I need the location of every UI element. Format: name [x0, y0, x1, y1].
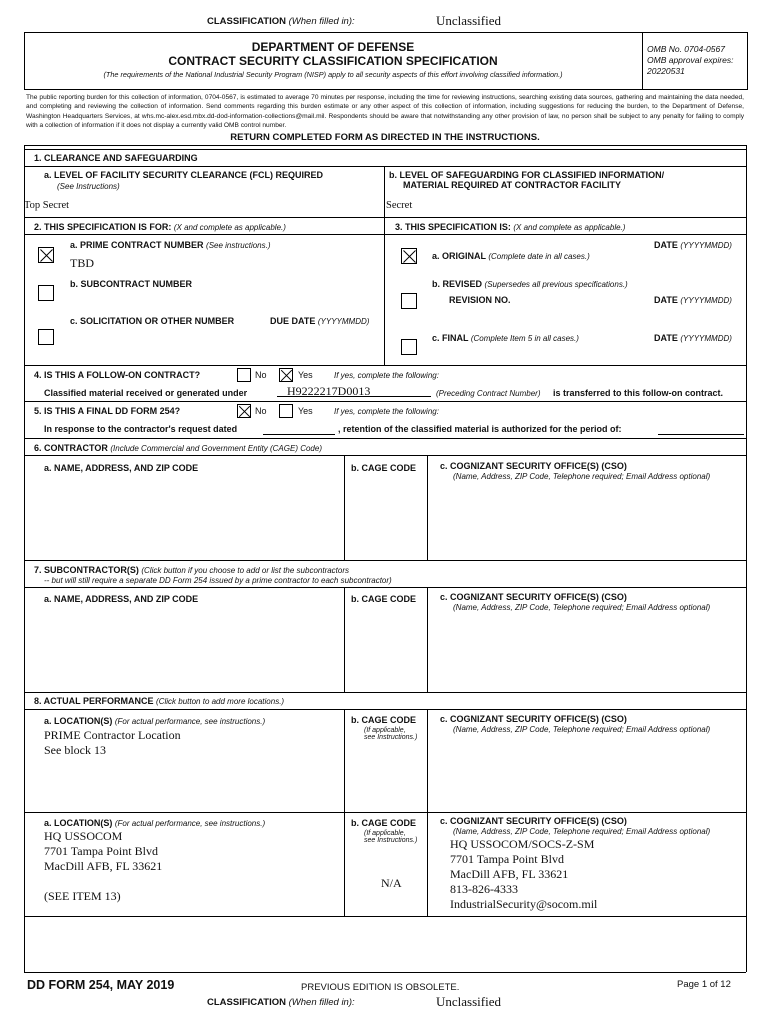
solicitation-checkbox[interactable]: [38, 329, 54, 345]
location-2-cage-label: b. CAGE CODE: [351, 818, 417, 828]
followon-line-label: Classified material received or generated under: [44, 388, 248, 398]
top-classification-label: CLASSIFICATION (When filled in):: [207, 16, 355, 27]
revised-checkbox[interactable]: [401, 293, 417, 309]
omb-info: OMB No. 0704-0567 OMB approval expires: 20220531: [647, 44, 734, 76]
section-7-title: 7. SUBCONTRACTOR(S) (Click button if you choose to add or list the subcontractors: [34, 565, 350, 575]
contractor-cso-note: (Name, Address, ZIP Code, Telephone required; Email Address optional): [453, 472, 711, 481]
section-7-note: -- but will still require a separate DD Form 254 issued by a prime contractor to each subcontractor): [44, 576, 392, 585]
section-4-title: 4. IS THIS A FOLLOW-ON CONTRACT?: [34, 370, 201, 380]
previous-edition: PREVIOUS EDITION IS OBSOLETE.: [301, 982, 460, 993]
bottom-classification-value: Unclassified: [436, 994, 501, 1009]
revision-no-label: REVISION NO.: [449, 295, 511, 305]
location-1-cso-label: c. COGNIZANT SECURITY OFFICE(S) (CSO): [440, 714, 627, 724]
form-title: CONTRACT SECURITY CLASSIFICATION SPECIFICATION: [168, 54, 498, 68]
section-6-title: 6. CONTRACTOR (Include Commercial and Government Entity (CAGE) Code): [34, 443, 322, 453]
location-2-cso-label: c. COGNIZANT SECURITY OFFICE(S) (CSO): [440, 816, 627, 826]
safeguarding-value[interactable]: Secret: [386, 200, 413, 211]
location-1-cso-note: (Name, Address, ZIP Code, Telephone required; Email Address optional): [453, 725, 711, 734]
revised-label: b. REVISED (Supersedes all previous specifications.): [432, 279, 628, 289]
followon-no-label: No: [255, 370, 267, 380]
location-1-cage-label: b. CAGE CODE: [351, 715, 417, 725]
return-instruction: RETURN COMPLETED FORM AS DIRECTED IN THE INSTRUCTIONS.: [230, 132, 540, 143]
final254-no-checkbox[interactable]: [237, 404, 251, 418]
contractor-cso-label: c. COGNIZANT SECURITY OFFICE(S) (CSO): [440, 461, 627, 471]
location-2-cso-value[interactable]: HQ USSOCOM/SOCS-Z-SM 7701 Tampa Point Blvd MacDill AFB, FL 33621 813-826-4333 IndustrialSecurity@socom.mil: [450, 837, 598, 911]
burden-statement: The public reporting burden for this collection of information, 0704-0567, is estimated to average 70 minutes per response, including the time for reviewing instructions, searching existing data sources, gathering and maintaining the data needed, and completing and reviewing the collection of information. Send comments regarding this burden estimate or any other aspect of this collection of information, including suggestions for reducing the burden, to the Department of Defense, Washington Headquarters Services, at whs.mc-alex.esd.mbx.dd-dod-information-collections@mail.mil. Respondents should be aware that notwithstanding any other provision of law, no person shall be subject to any penalty for failing to comply with a collection of information if it does not display a currently valid OMB control number.: [26, 94, 744, 129]
due-date-label: DUE DATE (YYYYMMDD): [270, 316, 370, 326]
final254-line-label: In response to the contractor's request dated: [44, 424, 238, 434]
top-classification-value: Unclassified: [436, 13, 501, 28]
form-number: DD FORM 254, MAY 2019: [27, 978, 175, 992]
preceding-contract-note: (Preceding Contract Number): [436, 389, 541, 398]
subcontractor-cso-label: c. COGNIZANT SECURITY OFFICE(S) (CSO): [440, 592, 627, 602]
prime-contract-checkbox[interactable]: [38, 247, 54, 263]
fcl-label: a. LEVEL OF FACILITY SECURITY CLEARANCE (FCL) REQUIRED: [44, 170, 324, 180]
final-checkbox[interactable]: [401, 339, 417, 355]
final254-yes-checkbox[interactable]: [279, 404, 293, 418]
page-number: Page 1 of 12: [677, 979, 731, 990]
location-2-value[interactable]: HQ USSOCOM 7701 Tampa Point Blvd MacDill AFB, FL 33621 (SEE ITEM 13): [44, 829, 163, 903]
fcl-note: (See Instructions): [57, 182, 120, 191]
retention-period-field[interactable]: [658, 423, 744, 435]
followon-yes-label: Yes: [298, 370, 313, 380]
prime-contract-label: a. PRIME CONTRACT NUMBER (See instructions.): [70, 240, 271, 250]
nisp-subtitle: (The requirements of the National Industrial Security Program (NISP) apply to all security aspects of this effort involving classified information.): [103, 70, 563, 79]
subcontract-label: b. SUBCONTRACT NUMBER: [70, 279, 192, 289]
department-title: DEPARTMENT OF DEFENSE: [251, 40, 415, 54]
subcontractor-name-label: a. NAME, ADDRESS, AND ZIP CODE: [44, 594, 199, 604]
original-checkbox[interactable]: [401, 248, 417, 264]
final254-no-label: No: [255, 406, 267, 416]
location-2-cage-note: (If applicable, see Instructions.): [364, 830, 418, 844]
final254-yes-label: Yes: [298, 406, 313, 416]
subcontract-checkbox[interactable]: [38, 285, 54, 301]
final-label: c. FINAL (Complete Item 5 in all cases.): [432, 333, 579, 343]
location-2-cso-note: (Name, Address, ZIP Code, Telephone required; Email Address optional): [453, 827, 711, 836]
section-2-title: 2. THIS SPECIFICATION IS FOR: (X and complete as applicable.): [34, 222, 286, 232]
location-2-cage-value[interactable]: N/A: [381, 876, 402, 890]
followon-yes-checkbox[interactable]: [279, 368, 293, 382]
original-label: a. ORIGINAL (Complete date in all cases.): [432, 251, 590, 261]
contractor-cage-label: b. CAGE CODE: [351, 463, 417, 473]
location-1-value[interactable]: PRIME Contractor Location See block 13: [44, 728, 181, 757]
retention-text: , retention of the classified material is authorized for the period of:: [338, 424, 622, 434]
bottom-classification-label: CLASSIFICATION (When filled in):: [207, 997, 355, 1008]
prime-contract-value[interactable]: TBD: [70, 256, 94, 270]
final254-if-yes: If yes, complete the following:: [334, 407, 439, 416]
followon-if-yes: If yes, complete the following:: [334, 371, 439, 380]
fcl-value[interactable]: Top Secret: [24, 200, 70, 211]
section-1-title: 1. CLEARANCE AND SAFEGUARDING: [34, 153, 198, 163]
solicitation-label: c. SOLICITATION OR OTHER NUMBER: [70, 316, 235, 326]
section-3-title: 3. THIS SPECIFICATION IS: (X and complete as applicable.): [395, 222, 626, 232]
location-2-label: a. LOCATION(S) (For actual performance, see instructions.): [44, 818, 266, 828]
preceding-contract-value: H9222217D0013: [287, 384, 371, 398]
subcontractor-cage-label: b. CAGE CODE: [351, 594, 417, 604]
contractor-name-label: a. NAME, ADDRESS, AND ZIP CODE: [44, 463, 199, 473]
followon-no-checkbox[interactable]: [237, 368, 251, 382]
transferred-text: is transferred to this follow-on contract.: [553, 388, 724, 398]
section-5-title: 5. IS THIS A FINAL DD FORM 254?: [34, 406, 181, 416]
location-1-cage-note: (If applicable, see Instructions.): [364, 727, 418, 741]
safeguarding-label: b. LEVEL OF SAFEGUARDING FOR CLASSIFIED INFORMATION/ MATERIAL REQUIRED AT CONTRACTOR FACILITY: [389, 170, 665, 190]
final-date-label: DATE (YYYYMMDD): [654, 333, 732, 343]
original-date-label: DATE (YYYYMMDD): [654, 240, 732, 250]
revised-date-label: DATE (YYYYMMDD): [654, 295, 732, 305]
section-8-title: 8. ACTUAL PERFORMANCE (Click button to add more locations.): [34, 696, 285, 706]
request-date-field[interactable]: [263, 423, 335, 435]
location-1-label: a. LOCATION(S) (For actual performance, see instructions.): [44, 716, 266, 726]
subcontractor-cso-note: (Name, Address, ZIP Code, Telephone required; Email Address optional): [453, 603, 711, 612]
